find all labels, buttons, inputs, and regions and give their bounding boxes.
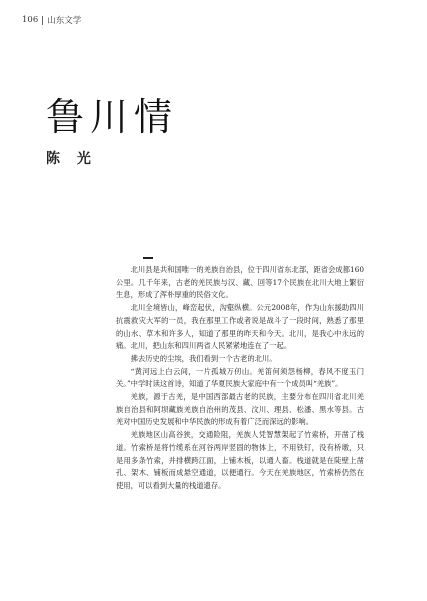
paragraph: 北川县是共和国唯一的羌族自治县，位于四川省东北部，距省会成都160公里。几千年来，古老的羌民族与汉、藏、回等17个民族在北川大地上繁衍生息，形成了浑朴厚重的民俗文化。	[116, 265, 364, 300]
section-marker	[143, 257, 153, 259]
paragraph: 拂去历史的尘埃，我们看到一个古老的北川。	[130, 353, 277, 363]
page-number: 106	[22, 15, 39, 25]
header-divider	[42, 16, 43, 25]
article-body	[116, 264, 364, 493]
page-header	[22, 14, 81, 26]
paragraph: 北川全境皆山，峰峦起伏，沟壑纵横。公元2008年，作为山东援助四川抗震救灾大军的一员，我在那里工作或者说是战斗了一段时间，熟悉了那里的山水、草木和许多人，知道了那里的昨天和今天。北川，是我心中永远的痛。北川，把山东和四川两省人民紧紧地连在了一起。	[116, 303, 364, 351]
paragraph: “黄河远上白云间，一片孤城万仞山。羌笛何须怨杨柳，春风不度玉门关。”中学时读这首诗，知道了华夏民族大家庭中有一个成员叫“羌族”。	[116, 366, 364, 389]
article-title: 鲁川情	[46, 95, 179, 139]
paragraph: 羌族，源于古羌，是中国西部最古老的民族，主要分布在四川省北川羌族自治县和阿坝藏族羌族自治州的茂县、汶川、理县、松潘、黑水等县。古羌对中国历史发展和中华民族的形成有着广泛而深远的影响。	[116, 392, 364, 427]
journal-name: 山东文学	[47, 16, 82, 26]
article-author: 陈 光	[46, 151, 97, 167]
paragraph: 羌族地区山高谷狭，交通险阻，羌族人凭智慧架起了竹索桥，开凿了栈道。竹索桥是将竹缆系在河谷两岸竖固的物体上，不用铁钉，没有桥墩，只是用多条竹索，并排横跨江面，上铺木板，以通人畜。栈道就是在陡壁上凿孔、架木、铺板而成悬空通道，以便通行。今天在羌族地区，竹索桥仍然在使用，可以看到大量的栈道遗存。	[116, 430, 364, 490]
